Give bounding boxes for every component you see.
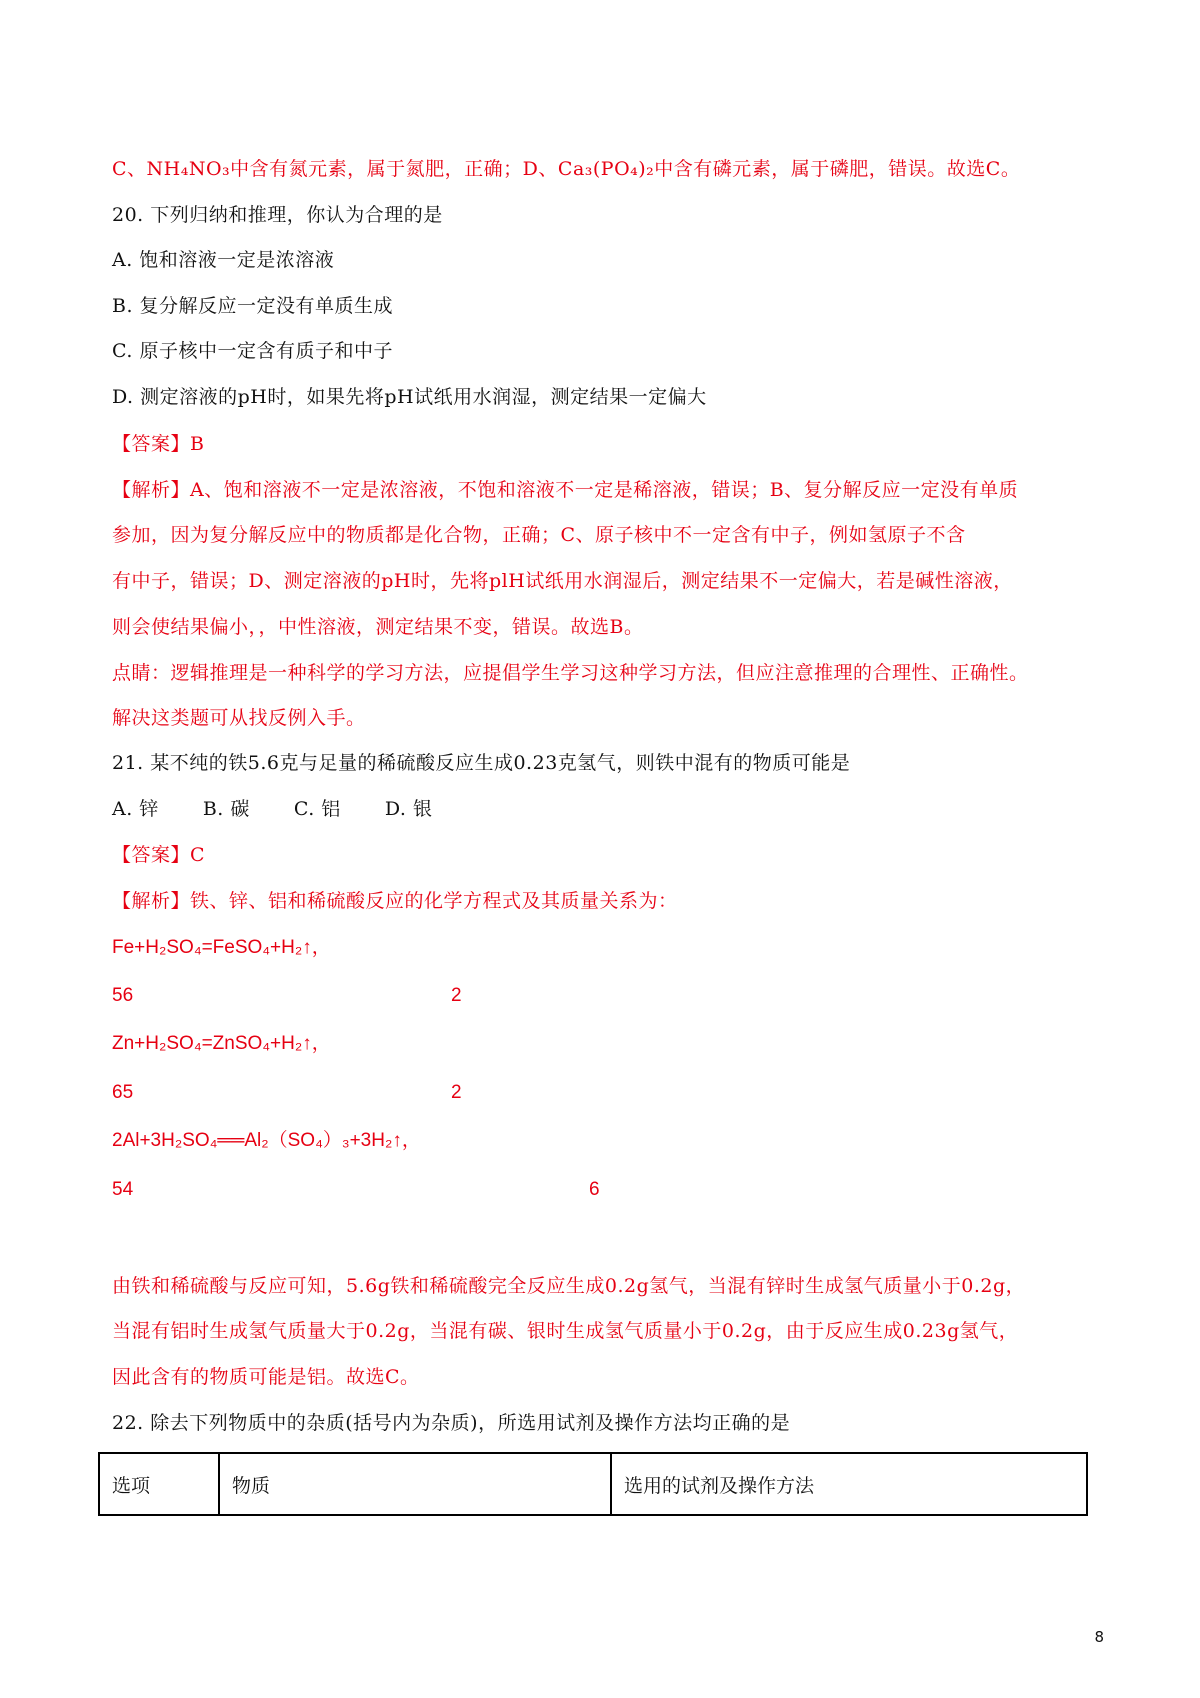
q21-option-c: C. 铝 [293,798,341,820]
q20-comment-line-1: 点睛：逻辑推理是一种科学的学习方法，应提倡学生学习这种学习方法，但应注意推理的合理性、正确性。 [112,662,1029,684]
q20-stem: 20. 下列归纳和推理，你认为合理的是 [112,204,443,226]
table-header-method: 选用的试剂及操作方法 [611,1453,1087,1515]
q21-equation-zn: Zn+H₂SO₄=ZnSO₄+H₂↑， [112,1033,331,1054]
q21-eq2-mass-h2: 2 [451,1082,462,1103]
q21-conclusion-line-3: 因此含有的物质可能是铝。故选C。 [112,1366,420,1388]
q21-stem: 21. 某不纯的铁5.6克与足量的稀硫酸反应生成0.23克氢气，则铁中混有的物质可能是 [112,752,851,774]
q21-eq1-mass-fe: 56 [112,985,134,1006]
q21-analysis-intro: 【解析】铁、锌、铝和稀硫酸反应的化学方程式及其质量关系为： [112,890,678,912]
q21-conclusion-line-2: 当混有铝时生成氢气质量大于0.2g，当混有碳、银时生成氢气质量小于0.2g，由于反应生成0.23g氢气， [112,1320,1019,1342]
q21-eq3-mass-h2: 6 [589,1179,600,1200]
q21-eq3-mass-al: 54 [112,1179,134,1200]
q21-option-a: A. 锌 [112,798,159,820]
q19-analysis-tail: C、NH₄NO₃中含有氮元素，属于氮肥，正确；D、Ca₃(PO₄)₂中含有磷元素，属于磷肥，错误。故选C。 [112,158,1021,180]
table-header-row [99,1453,1087,1515]
q21-option-b: B. 碳 [202,798,250,820]
table-header-option: 选项 [99,1453,219,1515]
q20-option-c: C. 原子核中一定含有质子和中子 [112,340,393,362]
q20-analysis-line-1: 【解析】A、饱和溶液不一定是浓溶液，不饱和溶液不一定是稀溶液，错误；B、复分解反应一定没有单质 [112,479,1019,501]
q20-option-a: A. 饱和溶液一定是浓溶液 [112,249,335,271]
q20-analysis-line-4: 则会使结果偏小，，中性溶液，测定结果不变，错误。故选B。 [112,616,644,638]
q21-options [112,796,476,822]
q21-eq1-mass-h2: 2 [451,985,462,1006]
q21-option-d: D. 银 [384,798,433,820]
q21-equation-fe: Fe+H₂SO₄=FeSO₄+H₂↑， [112,937,331,958]
q22-stem: 22. 除去下列物质中的杂质(括号内为杂质)，所选用试剂及操作方法均正确的是 [112,1412,791,1434]
page-number: 8 [1094,1628,1104,1646]
q20-analysis-line-2: 参加，因为复分解反应中的物质都是化合物，正确；C、原子核中不一定含有中子，例如氢原子不含 [112,524,966,546]
q21-eq2-mass-zn: 65 [112,1082,134,1103]
q20-option-d: D. 测定溶液的pH时，如果先将pH试纸用水润湿，测定结果一定偏大 [112,386,707,408]
table-header-substance: 物质 [219,1453,611,1515]
q20-option-b: B. 复分解反应一定没有单质生成 [112,295,394,317]
q21-equation-al: 2Al+3H₂SO₄══Al₂（SO₄）₃+3H₂↑， [112,1130,421,1151]
q21-answer: 【答案】C [112,844,206,866]
q20-answer: 【答案】B [112,433,205,455]
q20-comment-line-2: 解决这类题可从找反例入手。 [112,707,366,729]
q21-conclusion-line-1: 由铁和稀硫酸与反应可知，5.6g铁和稀硫酸完全反应生成0.2g氢气，当混有锌时生成氢气质量小于0.2g， [112,1275,1026,1297]
q20-analysis-line-3: 有中子，错误；D、测定溶液的pH时，先将plH试纸用水润湿后，测定结果不一定偏大，若是碱性溶液， [112,570,1013,592]
q22-table [98,1452,1088,1516]
